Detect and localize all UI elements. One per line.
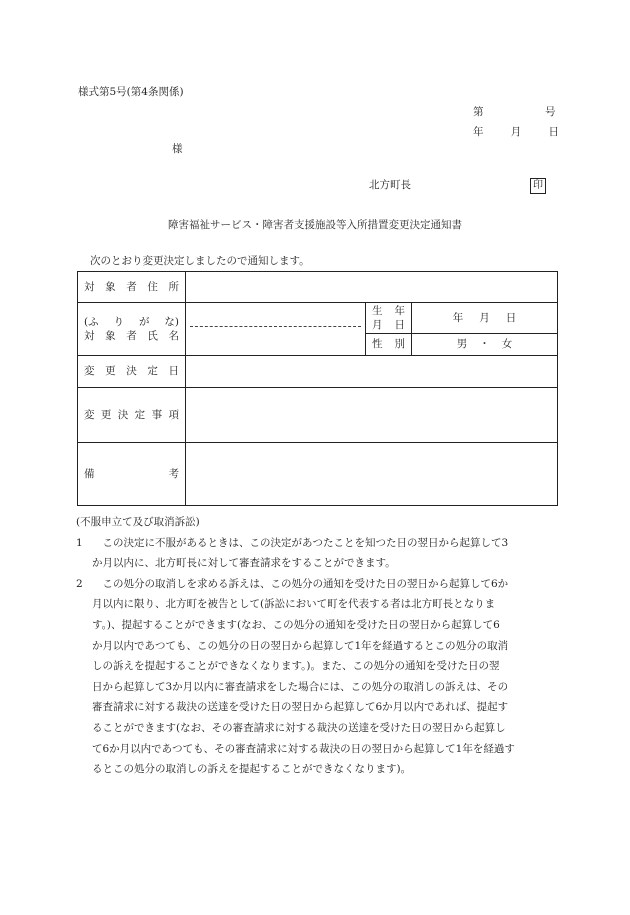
name-label-cell <box>78 303 186 356</box>
change-date-row <box>78 356 558 388</box>
notes-heading: (不服申立て及び取消訴訟) <box>76 516 200 528</box>
issue-date-year: 年 <box>473 126 484 138</box>
change-date-label: 変 更 決 定 日 <box>84 365 179 378</box>
appeal-notes <box>76 512 560 780</box>
birth-year: 年 <box>452 311 464 324</box>
sex-value-cell[interactable] <box>412 334 558 356</box>
name-birth-row <box>78 303 558 334</box>
birth-label-top: 生 年 <box>372 305 405 317</box>
change-items-row <box>78 388 558 443</box>
document-title: 障害福祉サービス・障害者支援施設等入所措置変更決定通知書 <box>168 219 462 231</box>
change-items-label-cell <box>78 388 186 443</box>
birth-label-cell <box>366 303 412 334</box>
address-label: 対 象 者 住 所 <box>84 280 179 293</box>
birth-label-bottom: 月 日 <box>372 319 405 331</box>
furigana-dashed-divider <box>190 326 361 327</box>
note-line: て6か月以内であつても、その審査請求に対する裁決の日の翌日から起算して1年を経過す <box>92 742 515 755</box>
remarks-input-cell[interactable] <box>186 443 558 506</box>
birth-month: 月 <box>479 311 490 324</box>
note-line: か月以内に、北方町長に対して審査請求をすることができます。 <box>92 557 396 570</box>
note-line: るとこの処分の取消しの訴えを提起することができなくなります)。 <box>92 763 412 776</box>
address-row <box>78 272 558 303</box>
note-line: す。)、提起することができます(なお、この処分の通知を受けた日の翌日から起算して6 <box>92 618 500 631</box>
sex-label: 性 別 <box>372 338 405 351</box>
remarks-label-cell <box>78 443 186 506</box>
intro-text: 次のとおり変更決定しましたので通知します。 <box>90 255 310 267</box>
document-number-suffix: 号 <box>545 106 556 118</box>
note-line: 日から起算して3か月以内に審査請求をした場合には、この処分の取消しの訴えは、その <box>92 680 509 693</box>
form-number: 様式第5号(第4条関係) <box>78 86 184 98</box>
furigana-label: (ふ り が な) <box>84 316 179 328</box>
sex-male[interactable]: 男 <box>456 338 468 351</box>
address-input-cell[interactable] <box>186 272 558 303</box>
note-item-1 <box>76 533 560 574</box>
issue-date-day: 日 <box>548 126 559 138</box>
address-label-cell <box>78 272 186 303</box>
change-items-label: 変 更 決 定 事 項 <box>84 408 179 421</box>
note-line: この決定に不服があるときは、この決定があつたことを知つた日の翌日から起算して3 <box>92 536 509 549</box>
issuer-name: 北方町長 <box>369 179 411 191</box>
note-item-2 <box>76 574 560 780</box>
sex-separator: ・ <box>479 338 490 351</box>
seal-mark: 印 <box>530 178 546 194</box>
note-line: 審査請求に対する裁決の送達を受けた日の翌日から起算して6か月以内であれば、提起す <box>92 701 509 714</box>
note-line: 月以内に限り、北方町を被告として(訴訟において町を代表する者は北方町長となりま <box>92 598 496 611</box>
change-date-input-cell[interactable] <box>186 356 558 388</box>
remarks-label: 備 考 <box>84 467 179 480</box>
note-line: ることができます(なお、その審査請求に対する裁決の送達を受けた日の翌日から起算し <box>92 721 506 734</box>
remarks-row <box>78 443 558 506</box>
birth-day: 日 <box>505 311 517 324</box>
issue-date <box>473 126 559 139</box>
note-line: か月以内であつても、この処分の日の翌日から起算して1年を経過するとこの処分の取消 <box>92 639 509 652</box>
document-number-prefix: 第 <box>473 106 484 118</box>
note-number: 2 <box>76 577 83 590</box>
sex-female[interactable]: 女 <box>501 338 513 351</box>
addressee-suffix: 様 <box>172 143 183 155</box>
name-input-cell[interactable] <box>186 303 366 356</box>
change-date-label-cell <box>78 356 186 388</box>
issue-date-month: 月 <box>510 126 522 138</box>
birth-date-cell[interactable] <box>412 303 558 334</box>
change-items-input-cell[interactable] <box>186 388 558 443</box>
note-line: この処分の取消しを求める訴えは、この処分の通知を受けた日の翌日から起算して6か <box>92 577 509 590</box>
sex-label-cell <box>366 334 412 356</box>
notification-form-table <box>77 271 558 506</box>
note-number: 1 <box>76 536 83 549</box>
note-line: しの訴えを提起することができなくなります。)。また、この処分の通知を受けた日の翌 <box>92 660 500 673</box>
name-label: 対 象 者 氏 名 <box>84 330 179 342</box>
